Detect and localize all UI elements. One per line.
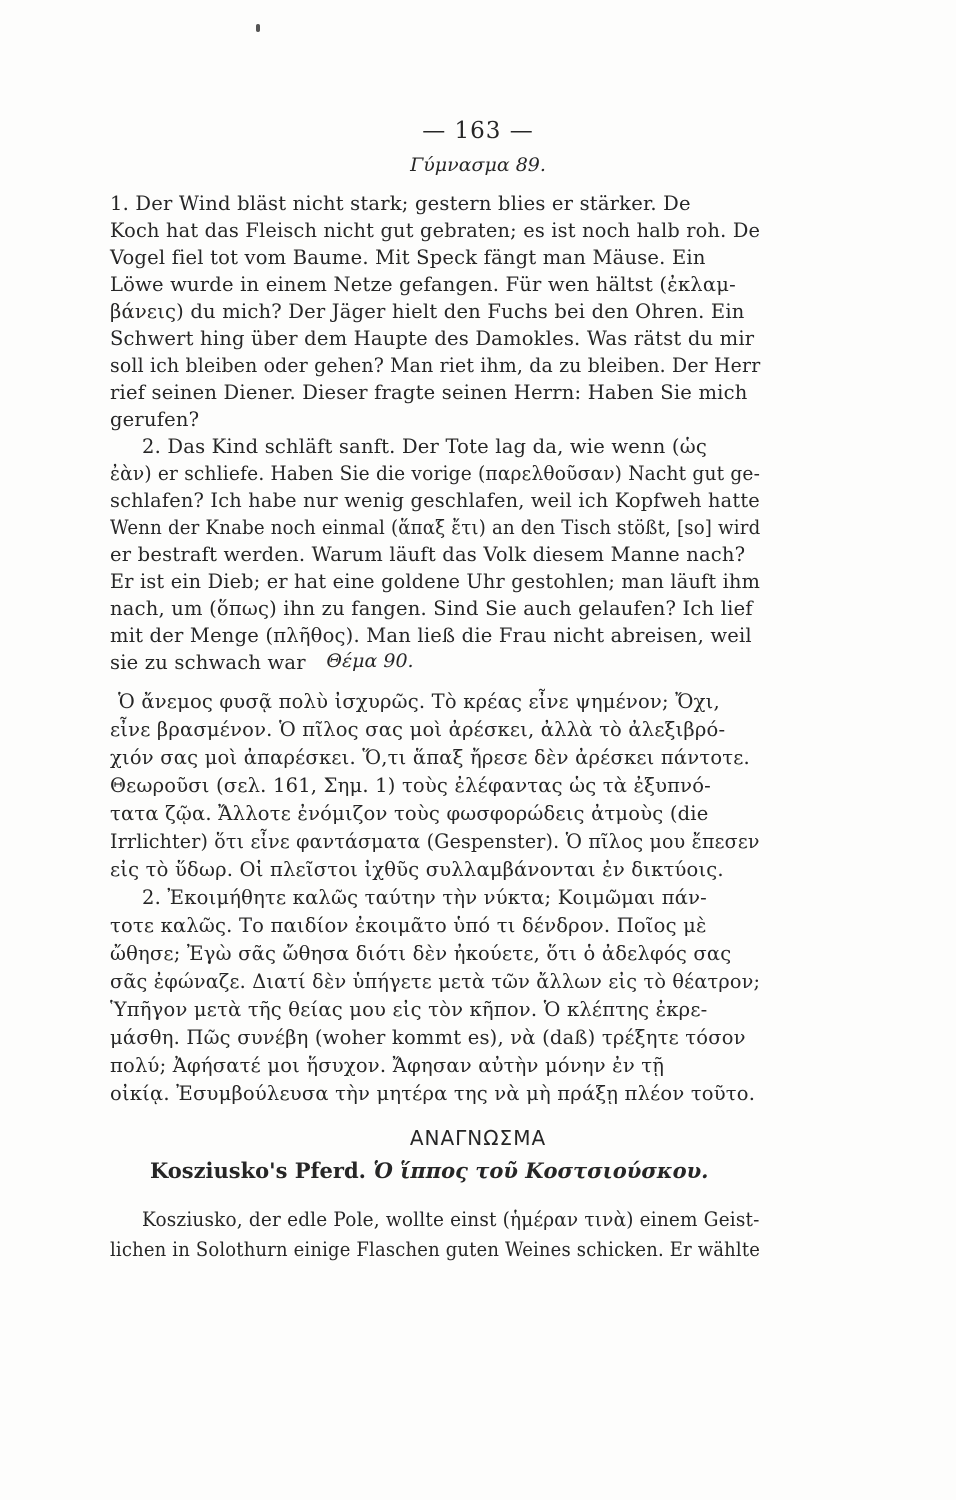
text-line: Er ist ein Dieb; er hat eine goldene Uhr gestohlen; man läuft ihm	[110, 570, 761, 593]
exercise-90-heading: Θέμα 90.	[326, 650, 414, 672]
reading-heading: ΑΝΑΓΝΩΣΜΑ	[409, 1126, 547, 1150]
text-line: τατα ζῷα. Ἄλλοτε ἐνόμιζον τοὺς φωσφορώδεις ἀτμοὺς (die	[110, 802, 709, 825]
text-line: Ὁ ἄνεμος φυσᾷ πολὺ ἰσχυρῶς. Τὸ κρέας εἶνε ψημένον; Ὄχι,	[118, 690, 720, 713]
reading-title-greek: Ὁ ἵππος τοῦ Κοστσιούσκου.	[373, 1158, 709, 1183]
text-line: σᾶς ἐφώναζε. Διατί δὲν ὑπήγετε μετὰ τῶν ἄλλων εἰς τὸ θέατρον;	[110, 970, 761, 993]
text-line: εἶνε βρασμένον. Ὁ πῖλος σας μοὶ ἀρέσκει, ἀλλὰ τὸ ἀλεξιβρό-	[110, 718, 726, 741]
text-line: 1. Der Wind bläst nicht stark; gestern blies er stärker. De	[110, 192, 691, 215]
reading-title	[150, 1158, 830, 1183]
text-line: Koch hat das Fleisch nicht gut gebraten; es ist noch halb roh. De	[110, 219, 761, 242]
text-line: sie zu schwach war	[110, 651, 306, 674]
ink-speck	[256, 24, 260, 32]
text-line: μάσθη. Πῶς συνέβη (woher kommt es), νὰ (daß) τρέξητε τόσον	[110, 1026, 746, 1049]
text-line: πολύ; Ἀφήσατέ μοι ἥσυχον. Ἄφησαν αὐτὴν μόνην ἐν τῇ	[110, 1054, 665, 1077]
text-line: mit der Menge (πλῆθος). Man ließ die Frau nicht abreisen, weil	[110, 624, 752, 647]
text-line: Vogel fiel tot vom Baume. Mit Speck fängt man Mäuse. Ein	[110, 246, 706, 269]
text-line: Kosziusko, der edle Pole, wollte einst (ἡμέραν τινὰ) einem Geist-	[142, 1208, 760, 1231]
page-number: — 163 —	[422, 118, 534, 144]
text-line: Wenn der Knabe noch einmal (ἅπαξ ἔτι) an den Tisch stößt, [so] wird	[110, 516, 761, 539]
text-line: εἰς τὸ ὕδωρ. Οἱ πλεῖστοι ἰχθῦς συλλαμβάνονται ἐν δικτύοις.	[110, 858, 724, 881]
text-line: er bestraft werden. Warum läuft das Volk diesem Manne nach?	[110, 543, 746, 566]
text-line: Schwert hing über dem Haupte des Damokles. Was rätst du mir	[110, 327, 755, 350]
text-line: rief seinen Diener. Dieser fragte seinen Herrn: Haben Sie mich	[110, 381, 748, 404]
text-line: Ὑπῆγον μετὰ τῆς θείας μου εἰς τὸν κῆπον. Ὁ κλέπτης ἐκρε-	[110, 998, 708, 1021]
text-line: gerufen?	[110, 408, 200, 431]
text-line: ὤθησε; Ἐγὼ σᾶς ὤθησα διότι δὲν ἠκούετε, ὅτι ὁ ἀδελφός σας	[110, 942, 732, 965]
text-line: ἐὰν) er schliefe. Haben Sie die vorige (παρελθοῦσαν) Nacht gut ge-	[110, 462, 761, 485]
text-line: 2. Ἐκοιμήθητε καλῶς ταύτην τὴν νύκτα; Κοιμῶμαι πάν-	[142, 886, 707, 909]
text-line: Θεωροῦσι (σελ. 161, Σημ. 1) τοὺς ἐλέφαντας ὡς τὰ ἐξυπνό-	[110, 774, 711, 797]
exercise-89-heading: Γύμνασμα 89.	[410, 154, 546, 176]
text-line: lichen in Solothurn einige Flaschen guten Weines schicken. Er wählte	[110, 1238, 761, 1261]
text-line: soll ich bleiben oder gehen? Man riet ihm, da zu bleiben. Der Herr	[110, 354, 761, 377]
text-line: τοτε καλῶς. Το παιδίον ἐκοιμᾶτο ὑπό τι δένδρον. Ποῖος μὲ	[110, 914, 707, 937]
text-line: schlafen? Ich habe nur wenig geschlafen, weil ich Kopfweh hatte	[110, 489, 760, 512]
text-line: βάνεις) du mich? Der Jäger hielt den Fuchs bei den Ohren. Ein	[110, 300, 745, 323]
text-line: 2. Das Kind schläft sanft. Der Tote lag da, wie wenn (ὡς	[142, 435, 707, 458]
text-line: nach, um (ὅπως) ihn zu fangen. Sind Sie auch gelaufen? Ich lief	[110, 597, 753, 620]
text-line: Löwe wurde in einem Netze gefangen. Für wen hältst (ἐκλαμ-	[110, 273, 736, 296]
reading-title-german: Kosziusko's Pferd.	[150, 1158, 366, 1183]
text-line: οἰκίᾳ. Ἐσυμβούλευσα τὴν μητέρα της νὰ μὴ πράξῃ πλέον τοῦτο.	[110, 1082, 756, 1105]
text-line: χιόν σας μοὶ ἀπαρέσκει. Ὅ,τι ἅπαξ ἤρεσε δὲν ἀρέσκει πάντοτε.	[110, 746, 750, 769]
text-line: Irrlichter) ὅτι εἶνε φαντάσματα (Gespenster). Ὁ πῖλος μου ἔπεσεν	[110, 830, 760, 853]
